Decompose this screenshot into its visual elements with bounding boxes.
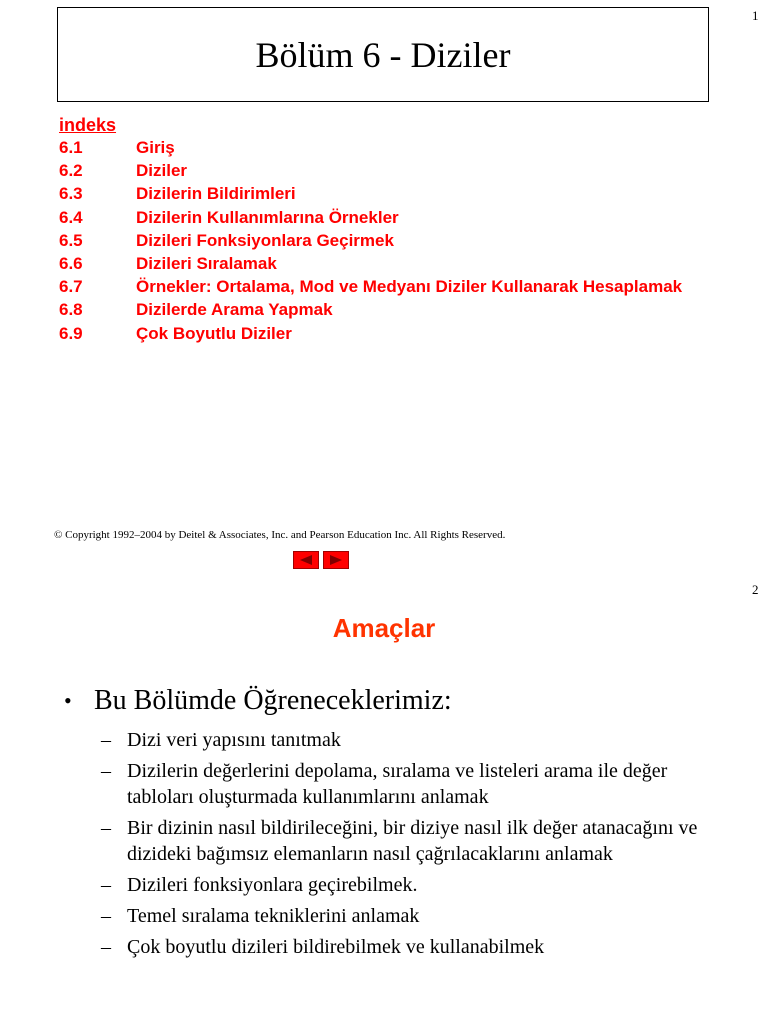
toc-number: 6.6 bbox=[59, 253, 83, 273]
toc-label: Giriş bbox=[136, 138, 175, 157]
slide-navigation bbox=[293, 551, 349, 569]
dash-icon: – bbox=[101, 905, 111, 927]
page-number-2: 2 bbox=[752, 582, 759, 597]
triangle-right-icon bbox=[329, 555, 343, 565]
dash-icon: – bbox=[101, 817, 111, 839]
toc-item[interactable] bbox=[59, 252, 682, 275]
toc-item[interactable] bbox=[59, 206, 682, 229]
list-item-text: Temel sıralama tekniklerini anlamak bbox=[127, 905, 420, 927]
toc-number: 6.2 bbox=[59, 161, 83, 181]
toc-label: Dizileri Fonksiyonlara Geçirmek bbox=[136, 230, 394, 250]
toc-item[interactable] bbox=[59, 136, 682, 159]
dash-icon: – bbox=[101, 760, 111, 782]
toc-number: 6.4 bbox=[59, 207, 83, 227]
bullet-icon: • bbox=[64, 688, 72, 713]
toc-number: 6.8 bbox=[59, 300, 83, 320]
dash-icon: – bbox=[101, 936, 111, 958]
objectives-list bbox=[101, 727, 721, 965]
toc-item[interactable] bbox=[59, 322, 682, 345]
list-item-text: Dizi veri yapısını tanıtmak bbox=[127, 729, 341, 751]
toc-item[interactable] bbox=[59, 275, 682, 298]
toc-item[interactable] bbox=[59, 182, 682, 205]
next-slide-button[interactable] bbox=[323, 551, 349, 569]
list-item bbox=[101, 872, 721, 898]
page-number-1: 1 bbox=[752, 8, 759, 23]
toc-label: Dizilerde Arama Yapmak bbox=[136, 300, 333, 320]
list-item bbox=[101, 934, 721, 960]
prev-slide-button[interactable] bbox=[293, 551, 319, 569]
toc-heading-link[interactable]: indeks bbox=[59, 115, 117, 135]
toc-item[interactable] bbox=[59, 298, 682, 321]
main-bullet bbox=[64, 684, 452, 718]
toc-label: Diziler bbox=[136, 161, 188, 181]
toc-label: Örnekler: Ortalama, Mod ve Medyanı Diziler Kullanarak Hesaplamak bbox=[136, 277, 683, 297]
copyright-notice: © Copyright 1992–2004 by Deitel & Associates, Inc. and Pearson Education Inc. All Rights Reserved. bbox=[54, 529, 506, 541]
dash-icon: – bbox=[101, 874, 111, 896]
list-item bbox=[101, 903, 721, 929]
list-item bbox=[101, 758, 721, 810]
toc-label: Dizilerin Kullanımlarına Örnekler bbox=[136, 207, 399, 227]
slide-title: Amaçlar bbox=[332, 613, 436, 643]
dash-icon: – bbox=[101, 729, 111, 751]
toc-list bbox=[59, 136, 682, 345]
list-item bbox=[101, 815, 721, 867]
toc-item[interactable] bbox=[59, 159, 682, 182]
toc-item[interactable] bbox=[59, 229, 682, 252]
toc-number: 6.1 bbox=[59, 138, 83, 157]
triangle-left-icon bbox=[299, 555, 313, 565]
toc-number: 6.3 bbox=[59, 184, 83, 204]
toc-number: 6.5 bbox=[59, 230, 83, 250]
main-bullet-text: Bu Bölümde Öğreneceklerimiz: bbox=[94, 685, 452, 716]
page-title: Bölüm 6 - Diziler bbox=[255, 34, 511, 75]
toc-label: Dizilerin Bildirimleri bbox=[136, 184, 296, 204]
list-item-text: Dizileri fonksiyonlara geçirebilmek. bbox=[127, 874, 418, 896]
list-item-text: Bir dizinin nasıl bildirileceğini, bir diziye nasıl ilk değer atanacağını ve dizideki bağımsız elemanların nasıl çağrılacaklarını anlamak bbox=[127, 817, 698, 865]
list-item-text: Dizilerin değerlerini depolama, sıralama ve listeleri arama ile değer tabloları oluşturmada kullanımlarını anlamak bbox=[127, 760, 668, 808]
toc-number: 6.9 bbox=[59, 323, 83, 343]
list-item bbox=[101, 727, 721, 753]
toc-number: 6.7 bbox=[59, 277, 83, 297]
table-of-contents bbox=[59, 114, 682, 345]
title-box bbox=[57, 7, 709, 102]
toc-label: Çok Boyutlu Diziler bbox=[136, 323, 292, 343]
toc-label: Dizileri Sıralamak bbox=[136, 253, 277, 273]
list-item-text: Çok boyutlu dizileri bildirebilmek ve kullanabilmek bbox=[127, 936, 545, 958]
